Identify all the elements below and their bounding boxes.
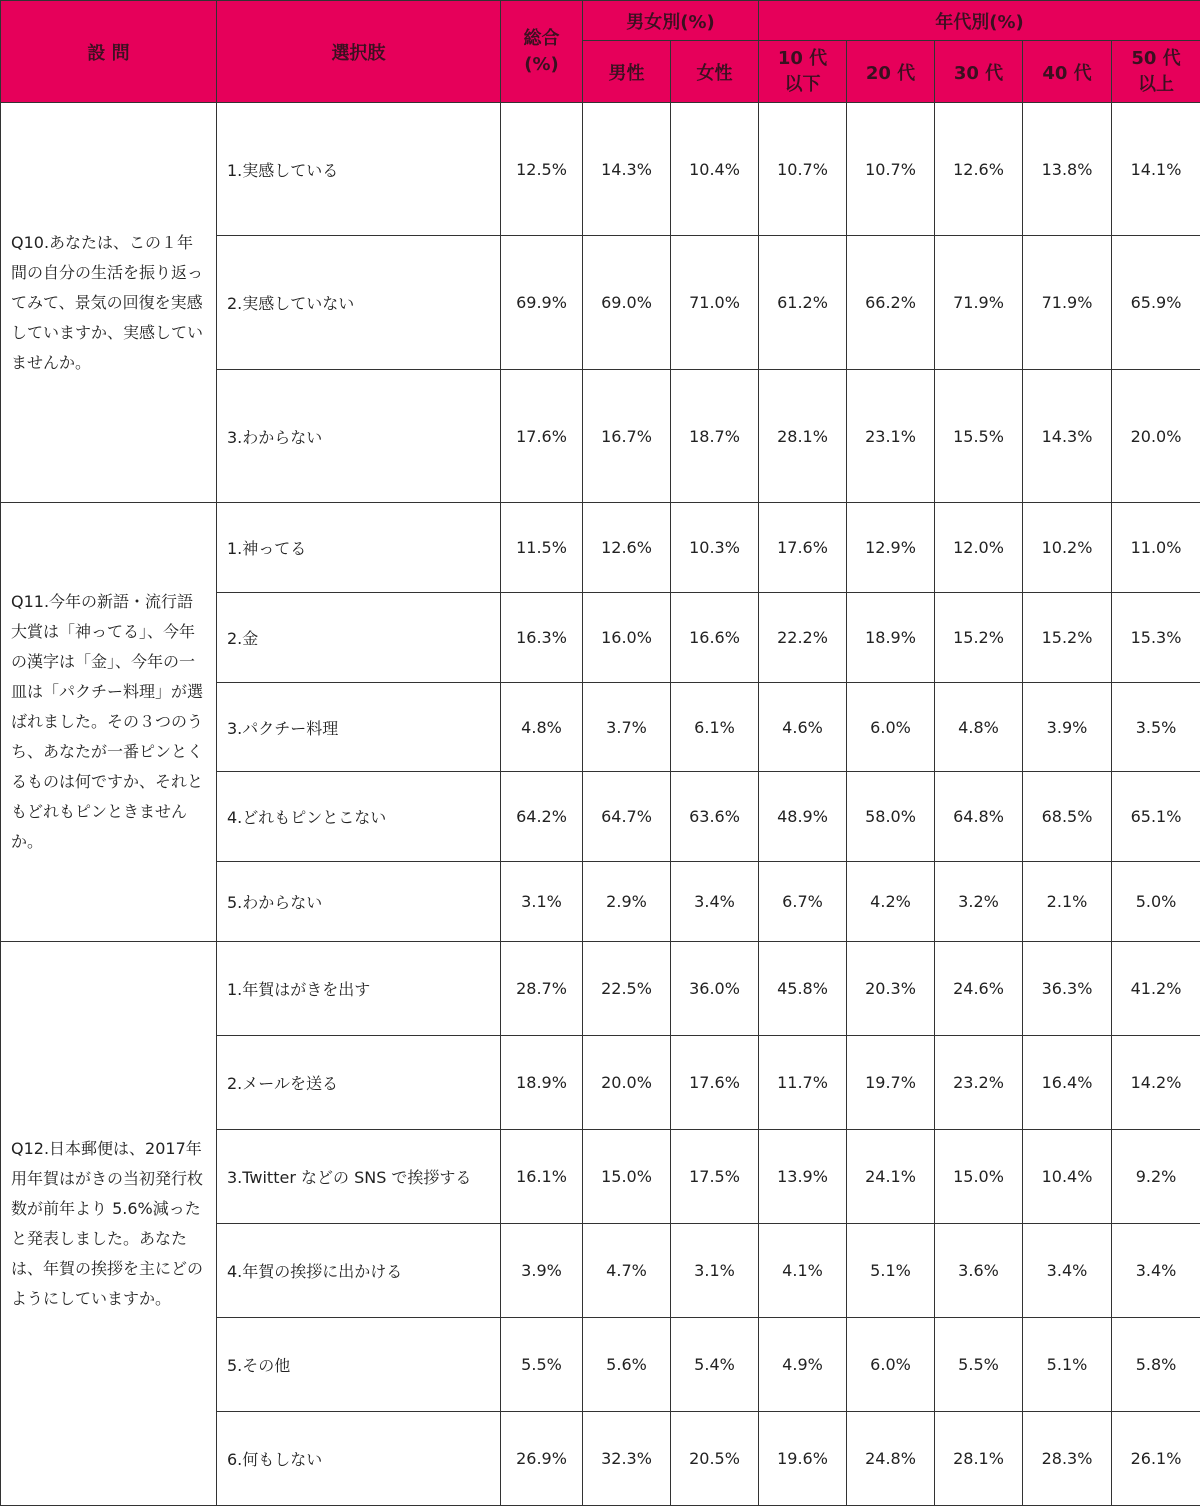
value-cell: 69.9% bbox=[501, 236, 583, 370]
value-cell: 23.2% bbox=[935, 1036, 1023, 1130]
value-cell: 41.2% bbox=[1112, 942, 1200, 1036]
option-label: 2.メールを送る bbox=[217, 1036, 501, 1130]
header-age10 bbox=[759, 41, 847, 103]
header-question: 設 問 bbox=[1, 1, 217, 103]
value-cell: 3.5% bbox=[1112, 683, 1200, 772]
value-cell: 6.7% bbox=[759, 862, 847, 942]
value-cell: 71.0% bbox=[671, 236, 759, 370]
table-row bbox=[1, 103, 1200, 236]
option-label: 1.実感している bbox=[217, 103, 501, 236]
value-cell: 3.4% bbox=[1112, 1224, 1200, 1318]
value-cell: 64.8% bbox=[935, 772, 1023, 862]
option-label: 2.実感していない bbox=[217, 236, 501, 370]
value-cell: 5.1% bbox=[847, 1224, 935, 1318]
value-cell: 64.2% bbox=[501, 772, 583, 862]
value-cell: 18.9% bbox=[501, 1036, 583, 1130]
value-cell: 28.1% bbox=[759, 370, 847, 503]
value-cell: 17.5% bbox=[671, 1130, 759, 1224]
value-cell: 28.7% bbox=[501, 942, 583, 1036]
value-cell: 10.3% bbox=[671, 503, 759, 593]
value-cell: 71.9% bbox=[935, 236, 1023, 370]
value-cell: 18.9% bbox=[847, 593, 935, 683]
value-cell: 12.0% bbox=[935, 503, 1023, 593]
value-cell: 3.2% bbox=[935, 862, 1023, 942]
value-cell: 5.8% bbox=[1112, 1318, 1200, 1412]
value-cell: 63.6% bbox=[671, 772, 759, 862]
header-age50-line1: 50 代 bbox=[1131, 47, 1181, 69]
value-cell: 2.9% bbox=[583, 862, 671, 942]
value-cell: 26.9% bbox=[501, 1412, 583, 1506]
header-age20: 20 代 bbox=[847, 41, 935, 103]
value-cell: 69.0% bbox=[583, 236, 671, 370]
header-total bbox=[501, 1, 583, 103]
value-cell: 4.8% bbox=[501, 683, 583, 772]
option-label: 5.その他 bbox=[217, 1318, 501, 1412]
header-age30: 30 代 bbox=[935, 41, 1023, 103]
header-male: 男性 bbox=[583, 41, 671, 103]
value-cell: 5.5% bbox=[501, 1318, 583, 1412]
value-cell: 12.9% bbox=[847, 503, 935, 593]
value-cell: 15.3% bbox=[1112, 593, 1200, 683]
header-female: 女性 bbox=[671, 41, 759, 103]
value-cell: 28.1% bbox=[935, 1412, 1023, 1506]
value-cell: 13.8% bbox=[1023, 103, 1112, 236]
value-cell: 45.8% bbox=[759, 942, 847, 1036]
value-cell: 11.0% bbox=[1112, 503, 1200, 593]
option-label: 6.何もしない bbox=[217, 1412, 501, 1506]
value-cell: 6.0% bbox=[847, 1318, 935, 1412]
value-cell: 26.1% bbox=[1112, 1412, 1200, 1506]
value-cell: 66.2% bbox=[847, 236, 935, 370]
value-cell: 11.7% bbox=[759, 1036, 847, 1130]
value-cell: 17.6% bbox=[759, 503, 847, 593]
question-text: Q12.日本郵便は、2017年用年賀はがきの当初発行枚数が前年より 5.6%減ったと発表しました。あなたは、年賀の挨拶を主にどのようにしていますか。 bbox=[1, 942, 217, 1506]
value-cell: 4.8% bbox=[935, 683, 1023, 772]
value-cell: 20.0% bbox=[1112, 370, 1200, 503]
header-option: 選択肢 bbox=[217, 1, 501, 103]
value-cell: 12.6% bbox=[583, 503, 671, 593]
value-cell: 10.2% bbox=[1023, 503, 1112, 593]
value-cell: 5.5% bbox=[935, 1318, 1023, 1412]
value-cell: 20.3% bbox=[847, 942, 935, 1036]
value-cell: 3.6% bbox=[935, 1224, 1023, 1318]
value-cell: 3.1% bbox=[671, 1224, 759, 1318]
value-cell: 4.2% bbox=[847, 862, 935, 942]
value-cell: 4.1% bbox=[759, 1224, 847, 1318]
header-gender-group: 男女別(%) bbox=[583, 1, 759, 41]
value-cell: 23.1% bbox=[847, 370, 935, 503]
value-cell: 68.5% bbox=[1023, 772, 1112, 862]
option-label: 1.神ってる bbox=[217, 503, 501, 593]
value-cell: 16.0% bbox=[583, 593, 671, 683]
value-cell: 36.0% bbox=[671, 942, 759, 1036]
value-cell: 5.4% bbox=[671, 1318, 759, 1412]
value-cell: 36.3% bbox=[1023, 942, 1112, 1036]
question-text: Q11.今年の新語・流行語大賞は「神ってる」、今年の漢字は「金」、今年の一皿は「パクチー料理」が選ばれました。その３つのうち、あなたが一番ピンとくるものは何ですか、それともどれもピンときませんか。 bbox=[1, 503, 217, 942]
value-cell: 58.0% bbox=[847, 772, 935, 862]
question-text: Q10.あなたは、この１年間の自分の生活を振り返ってみて、景気の回復を実感していますか、実感していませんか。 bbox=[1, 103, 217, 503]
header-total-line2: (%) bbox=[524, 53, 559, 75]
value-cell: 9.2% bbox=[1112, 1130, 1200, 1224]
value-cell: 12.5% bbox=[501, 103, 583, 236]
option-label: 3.パクチー料理 bbox=[217, 683, 501, 772]
value-cell: 15.2% bbox=[935, 593, 1023, 683]
header-total-line1: 総合 bbox=[523, 27, 560, 49]
value-cell: 17.6% bbox=[501, 370, 583, 503]
value-cell: 3.1% bbox=[501, 862, 583, 942]
value-cell: 16.1% bbox=[501, 1130, 583, 1224]
value-cell: 15.0% bbox=[935, 1130, 1023, 1224]
header-age50 bbox=[1112, 41, 1200, 103]
value-cell: 11.5% bbox=[501, 503, 583, 593]
option-label: 3.Twitter などの SNS で挨拶する bbox=[217, 1130, 501, 1224]
value-cell: 10.4% bbox=[1023, 1130, 1112, 1224]
value-cell: 24.8% bbox=[847, 1412, 935, 1506]
value-cell: 16.3% bbox=[501, 593, 583, 683]
value-cell: 20.5% bbox=[671, 1412, 759, 1506]
value-cell: 13.9% bbox=[759, 1130, 847, 1224]
value-cell: 65.9% bbox=[1112, 236, 1200, 370]
header-age10-line1: 10 代 bbox=[777, 47, 828, 69]
value-cell: 64.7% bbox=[583, 772, 671, 862]
option-label: 3.わからない bbox=[217, 370, 501, 503]
value-cell: 3.4% bbox=[1023, 1224, 1112, 1318]
option-label: 4.どれもピンとこない bbox=[217, 772, 501, 862]
option-label: 1.年賀はがきを出す bbox=[217, 942, 501, 1036]
value-cell: 16.7% bbox=[583, 370, 671, 503]
value-cell: 4.7% bbox=[583, 1224, 671, 1318]
value-cell: 3.9% bbox=[501, 1224, 583, 1318]
value-cell: 5.6% bbox=[583, 1318, 671, 1412]
header-age40: 40 代 bbox=[1023, 41, 1112, 103]
value-cell: 14.2% bbox=[1112, 1036, 1200, 1130]
value-cell: 22.5% bbox=[583, 942, 671, 1036]
value-cell: 15.5% bbox=[935, 370, 1023, 503]
value-cell: 15.2% bbox=[1023, 593, 1112, 683]
value-cell: 15.0% bbox=[583, 1130, 671, 1224]
value-cell: 28.3% bbox=[1023, 1412, 1112, 1506]
value-cell: 24.6% bbox=[935, 942, 1023, 1036]
option-label: 5.わからない bbox=[217, 862, 501, 942]
value-cell: 16.4% bbox=[1023, 1036, 1112, 1130]
value-cell: 61.2% bbox=[759, 236, 847, 370]
value-cell: 2.1% bbox=[1023, 862, 1112, 942]
value-cell: 4.6% bbox=[759, 683, 847, 772]
value-cell: 71.9% bbox=[1023, 236, 1112, 370]
value-cell: 14.3% bbox=[583, 103, 671, 236]
value-cell: 12.6% bbox=[935, 103, 1023, 236]
value-cell: 10.7% bbox=[847, 103, 935, 236]
header-age-group: 年代別(%) bbox=[759, 1, 1200, 41]
value-cell: 19.6% bbox=[759, 1412, 847, 1506]
value-cell: 24.1% bbox=[847, 1130, 935, 1224]
value-cell: 3.4% bbox=[671, 862, 759, 942]
value-cell: 3.9% bbox=[1023, 683, 1112, 772]
value-cell: 32.3% bbox=[583, 1412, 671, 1506]
header-age10-line2: 以下 bbox=[784, 73, 821, 95]
value-cell: 48.9% bbox=[759, 772, 847, 862]
value-cell: 3.7% bbox=[583, 683, 671, 772]
value-cell: 16.6% bbox=[671, 593, 759, 683]
value-cell: 5.0% bbox=[1112, 862, 1200, 942]
value-cell: 17.6% bbox=[671, 1036, 759, 1130]
value-cell: 14.3% bbox=[1023, 370, 1112, 503]
table-row bbox=[1, 942, 1200, 1036]
value-cell: 22.2% bbox=[759, 593, 847, 683]
value-cell: 65.1% bbox=[1112, 772, 1200, 862]
value-cell: 14.1% bbox=[1112, 103, 1200, 236]
value-cell: 6.1% bbox=[671, 683, 759, 772]
value-cell: 18.7% bbox=[671, 370, 759, 503]
value-cell: 4.9% bbox=[759, 1318, 847, 1412]
value-cell: 10.4% bbox=[671, 103, 759, 236]
option-label: 4.年賀の挨拶に出かける bbox=[217, 1224, 501, 1318]
table-body bbox=[1, 103, 1200, 1506]
table-row bbox=[1, 503, 1200, 593]
value-cell: 10.7% bbox=[759, 103, 847, 236]
table-header bbox=[1, 1, 1200, 103]
option-label: 2.金 bbox=[217, 593, 501, 683]
value-cell: 19.7% bbox=[847, 1036, 935, 1130]
value-cell: 6.0% bbox=[847, 683, 935, 772]
value-cell: 5.1% bbox=[1023, 1318, 1112, 1412]
header-age50-line2: 以上 bbox=[1138, 73, 1175, 95]
value-cell: 20.0% bbox=[583, 1036, 671, 1130]
